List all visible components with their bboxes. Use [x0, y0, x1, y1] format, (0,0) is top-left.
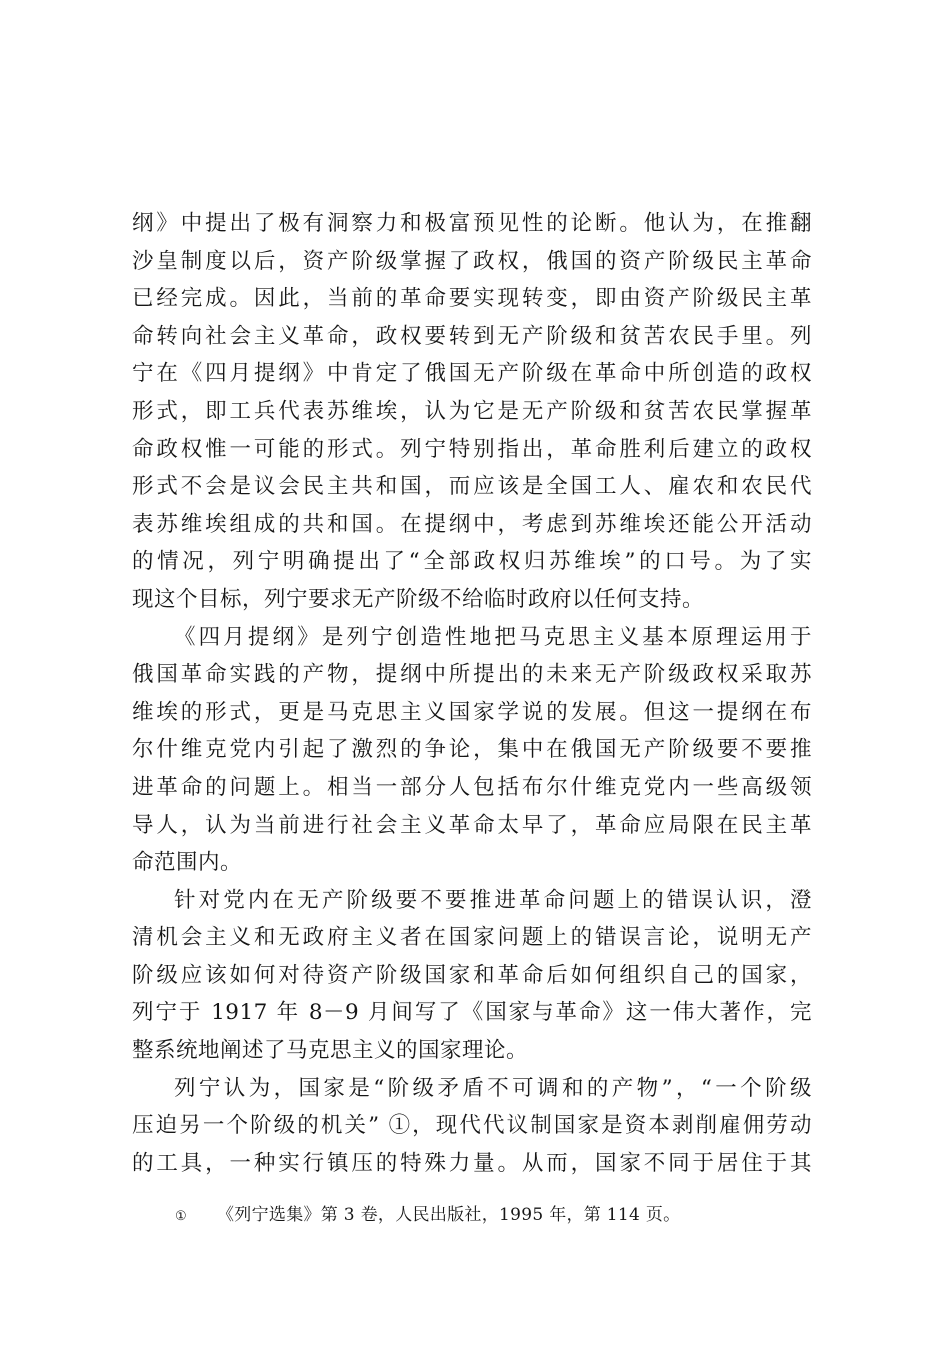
text-line: 的工具，一种实行镇压的特殊力量。从而，国家不同于居住于其 — [132, 1150, 812, 1176]
text-line: 清机会主义和无政府主义者在国家问题上的错误言论，说明无产 — [132, 925, 812, 951]
text-line: 纲》中提出了极有洞察力和极富预见性的论断。他认为，在推翻 — [132, 211, 812, 236]
text-line: 俄国革命实践的产物，提纲中所提出的未来无产阶级政权采取苏 — [132, 662, 812, 688]
text-line: 形式，即工兵代表苏维埃，认为它是无产阶级和贫苦农民掌握革 — [132, 398, 812, 424]
text-line: 维埃的形式，更是马克思主义国家学说的发展。但这一提纲在布 — [132, 699, 812, 725]
text-line: 表苏维埃组成的共和国。在提纲中，考虑到苏维埃还能公开活动 — [132, 511, 812, 537]
paragraph-start-line: 《四月提纲》是列宁创造性地把马克思主义基本原理运用于 — [174, 624, 812, 650]
footnote-text: 《列宁选集》第 3 卷，人民出版社，1995 年，第 114 页。 — [217, 1205, 681, 1225]
footnote — [175, 1203, 680, 1229]
text-line: 阶级应该如何对待资产阶级国家和革命后如何组织自己的国家， — [132, 962, 812, 988]
text-line: 宁在《四月提纲》中肯定了俄国无产阶级在革命中所创造的政权 — [132, 361, 812, 387]
text-line: 导人，认为当前进行社会主义革命太早了，革命应局限在民主革 — [132, 812, 812, 838]
text-line: 命政权惟一可能的形式。列宁特别指出，革命胜利后建立的政权 — [132, 436, 812, 462]
text-line: 现这个目标，列宁要求无产阶级不给临时政府以任何支持。 — [132, 586, 705, 612]
text-line: 的情况，列宁明确提出了“全部政权归苏维埃”的口号。为了实 — [132, 549, 812, 575]
text-line: 整系统地阐述了马克思主义的国家理论。 — [132, 1038, 529, 1064]
paragraph-start-line: 针对党内在无产阶级要不要推进革命问题上的错误认识，澄 — [174, 887, 812, 913]
text-line: 形式不会是议会民主共和国，而应该是全国工人、雇农和农民代 — [132, 474, 812, 500]
text-line: 命转向社会主义革命，政权要转到无产阶级和贫苦农民手里。列 — [132, 323, 812, 349]
text-line: 列宁于 1917 年 8－9 月间写了《国家与革命》这一伟大著作，完 — [132, 1000, 812, 1026]
main-text — [132, 205, 812, 1182]
text-line: 命范围内。 — [132, 850, 243, 876]
text-line: 压迫另一个阶级的机关” ①，现代代议制国家是资本剥削雇佣劳动 — [132, 1113, 812, 1139]
footnote-mark: ① — [175, 1209, 187, 1224]
text-line: 已经完成。因此，当前的革命要实现转变，即由资产阶级民主革 — [132, 286, 812, 312]
paragraph-start-line: 列宁认为，国家是“阶级矛盾不可调和的产物”，“一个阶级 — [174, 1075, 812, 1101]
text-line: 尔什维克党内引起了激烈的争论，集中在俄国无产阶级要不要推 — [132, 737, 812, 763]
text-line: 沙皇制度以后，资产阶级掌握了政权，俄国的资产阶级民主革命 — [132, 248, 812, 274]
text-line: 进革命的问题上。相当一部分人包括布尔什维克党内一些高级领 — [132, 774, 812, 800]
